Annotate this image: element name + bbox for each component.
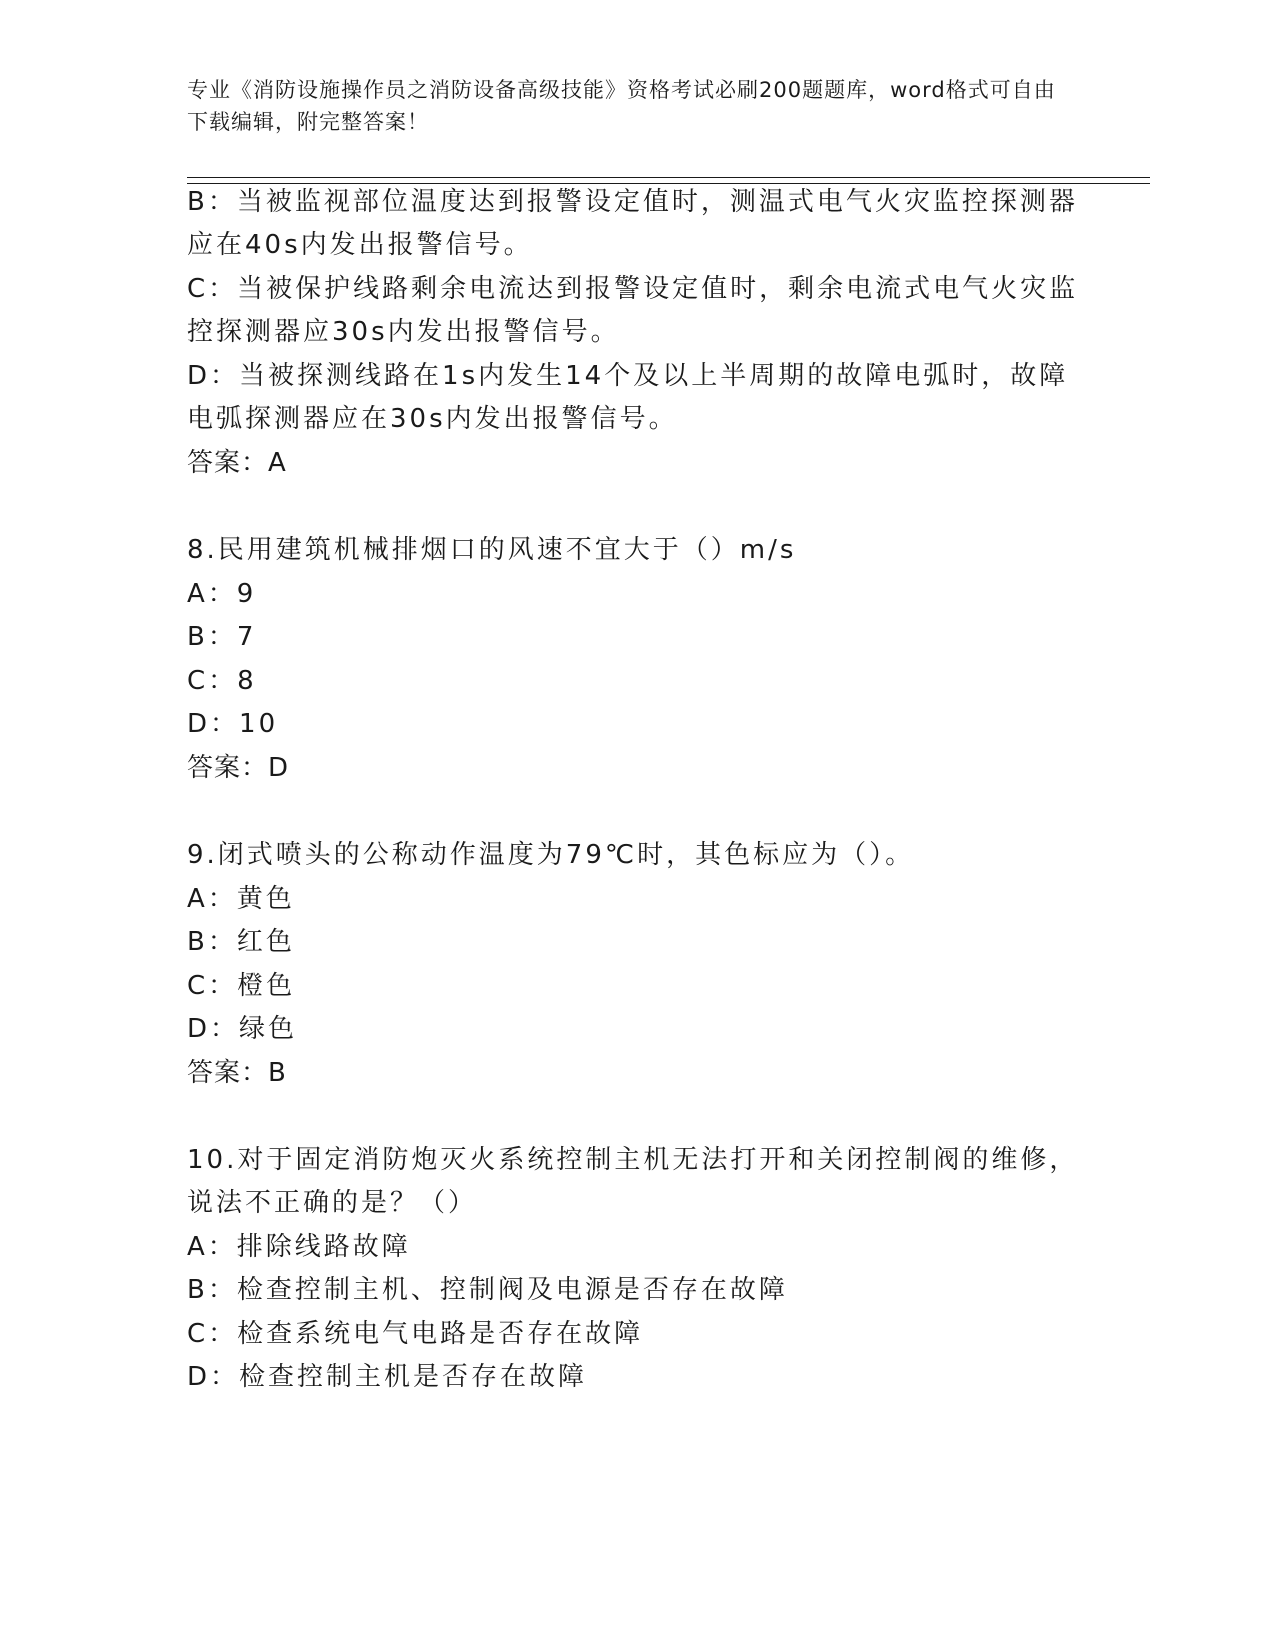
q8-option-a: A：9 (187, 579, 257, 609)
q9-question: 9.闭式喷头的公称动作温度为79℃时，其色标应为（）。 (187, 840, 915, 870)
q8-answer: 答案：D (187, 753, 290, 783)
header-divider-bottom (187, 183, 1150, 184)
q10-option-a: A：排除线路故障 (187, 1232, 411, 1262)
q9-option-d: D：绿色 (187, 1014, 298, 1044)
q7-option-b-line2: 应在40s内发出报警信号。 (187, 230, 533, 260)
q8-option-b: B：7 (187, 622, 257, 652)
q7-option-c-line1: C：当被保护线路剩余电流达到报警设定值时，剩余电流式电气火灾监 (187, 274, 1079, 304)
q10-option-d: D：检查控制主机是否存在故障 (187, 1362, 588, 1392)
q8-question: 8.民用建筑机械排烟口的风速不宜大于（）m/s (187, 535, 797, 565)
q9-answer: 答案：B (187, 1058, 287, 1088)
q10-option-c: C：检查系统电气电路是否存在故障 (187, 1319, 644, 1349)
q8-option-c: C：8 (187, 666, 257, 696)
q8-option-d: D：10 (187, 709, 279, 739)
q7-option-d-line1: D：当被探测线路在1s内发生14个及以上半周期的故障电弧时，故障 (187, 361, 1069, 391)
q10-question-line2: 说法不正确的是？（） (187, 1188, 478, 1218)
document-header: 专业《消防设施操作员之消防设备高级技能》资格考试必刷200题题库，word格式可自由下载编辑，附完整答案！ (187, 78, 1056, 134)
header-divider-top (187, 177, 1150, 178)
q10-question-line1: 10.对于固定消防炮灭火系统控制主机无法打开和关闭控制阀的维修， (187, 1145, 1079, 1175)
q7-option-b-line1: B：当被监视部位温度达到报警设定值时，测温式电气火灾监控探测器 (187, 187, 1078, 217)
q7-answer: 答案：A (187, 448, 287, 478)
q9-option-a: A：黄色 (187, 884, 295, 914)
q9-option-c: C：橙色 (187, 971, 296, 1001)
q7-option-c-line2: 控探测器应30s内发出报警信号。 (187, 317, 620, 347)
q7-option-d-line2: 电弧探测器应在30s内发出报警信号。 (187, 404, 678, 434)
q9-option-b: B：红色 (187, 927, 295, 957)
q10-option-b: B：检查控制主机、控制阀及电源是否存在故障 (187, 1275, 788, 1305)
